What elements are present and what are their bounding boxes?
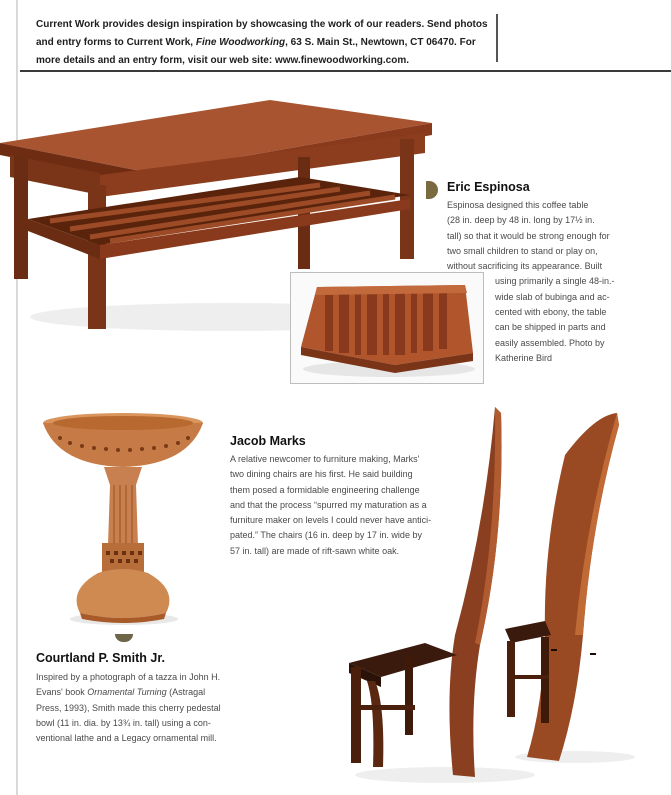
book-title: Ornamental Turning xyxy=(87,687,167,698)
caption-line: and that the process “spurred my maturation as a xyxy=(230,499,427,510)
caption-line: wide slab of bubinga and ac- xyxy=(495,291,610,302)
caption-line: without sacrificing its appearance. Built xyxy=(447,261,603,272)
caption-line: Espinosa designed this coffee table xyxy=(447,200,589,210)
section-marker-courtland xyxy=(115,634,133,642)
caption-line: ventional lathe and a Legacy ornamental mill. xyxy=(36,733,217,744)
intro-text-1: Current Work provides design inspiration by showcasing the work of our readers. Send photos and entry forms to Current Work, xyxy=(36,19,488,48)
name-jacob-marks: Jacob Marks xyxy=(230,434,306,448)
intro-text-2: , 63 S. Main St., Newtown, CT 06470. For more details and an entry form, visit our web site: www.finewoodworking.com. xyxy=(36,37,476,66)
caption-line: cented with ebony, the table xyxy=(495,307,607,318)
intro-paragraph xyxy=(36,16,488,70)
caption-line: Inspired by a photograph of a tazza in John H. xyxy=(36,672,221,682)
caption-line: furniture maker on levels I could never have antici- xyxy=(230,515,432,526)
caption-line: pated.” The chairs (16 in. deep by 17 in. wide by xyxy=(230,530,422,541)
caption-line: A relative newcomer to furniture making, Marks' xyxy=(230,454,420,464)
caption-text: Evans' book xyxy=(36,687,88,698)
name-eric-espinosa: Eric Espinosa xyxy=(447,180,530,194)
caption-line: easily assembled. Photo by xyxy=(495,337,605,348)
caption-line: bowl (11 in. dia. by 13¾ in. tall) using a con- xyxy=(36,717,211,728)
top-rule xyxy=(20,70,671,72)
caption-text: (Astragal xyxy=(166,687,206,698)
dining-chairs-photo xyxy=(345,405,635,790)
caption-line: Press, 1993), Smith made this cherry pedestal xyxy=(36,702,221,713)
caption-line: Katherine Bird xyxy=(495,352,553,363)
caption-courtland-smith xyxy=(36,670,221,746)
caption-eric-espinosa xyxy=(447,198,615,366)
caption-line xyxy=(36,685,221,700)
caption-line: tall) so that it would be strong enough for xyxy=(447,230,610,241)
caption-line: them posed a formidable engineering challenge xyxy=(230,484,420,495)
caption-line: two small children to stand or play on, xyxy=(447,245,598,256)
pedestal-bowl-photo xyxy=(38,405,208,627)
caption-line: can be shipped in parts and xyxy=(495,322,606,333)
magazine-title: Fine Woodworking xyxy=(195,37,286,48)
caption-line: 57 in. tall) are made of rift-sawn white oak. xyxy=(230,545,400,556)
intro-divider xyxy=(496,14,498,62)
caption-line: using primarily a single 48-in.- xyxy=(495,276,615,287)
caption-line: two dining chairs are his first. He said building xyxy=(230,469,413,480)
name-courtland-smith: Courtland P. Smith Jr. xyxy=(36,651,165,665)
caption-line: (28 in. deep by 48 in. long by 17½ in. xyxy=(447,215,595,226)
